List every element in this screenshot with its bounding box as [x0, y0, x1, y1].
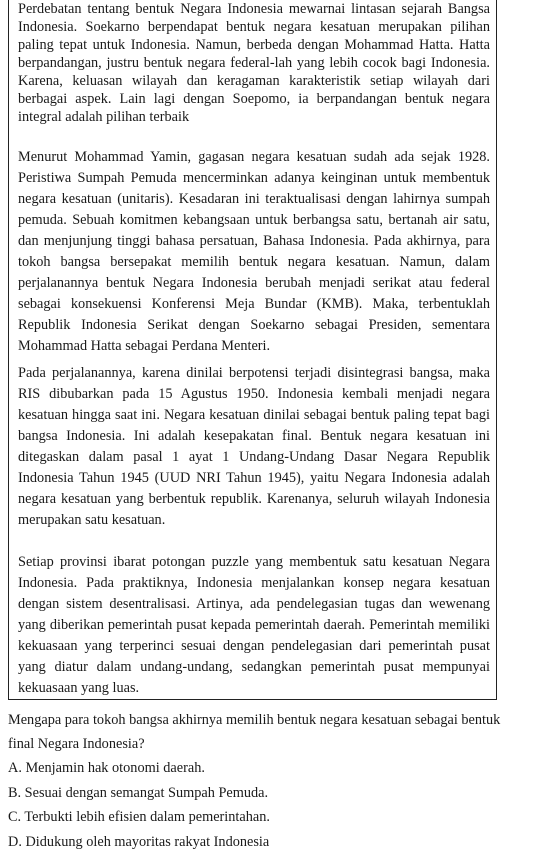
question-text: Mengapa para tokoh bangsa akhirnya memilih bentuk negara kesatuan sebagai bentuk final Negara Indonesia?	[8, 712, 501, 752]
option-a[interactable]: A. Menjamin hak otonomi daerah.	[8, 760, 205, 776]
question-section	[8, 708, 513, 854]
paragraph-gap	[18, 126, 496, 147]
option-d[interactable]: D. Didukung oleh mayoritas rakyat Indonesia	[8, 833, 270, 850]
option-b[interactable]: B. Sesuai dengan semangat Sumpah Pemuda.	[8, 784, 269, 801]
answer-options	[8, 756, 513, 854]
passage-paragraph-3: Pada perjalanannya, karena dinilai berpotensi terjadi disintegrasi bangsa, maka RIS dibubarkan pada 15 Agustus 1950. Indonesia kembali menjadi negara kesatuan hingga saat ini. Negara kesatuan dinilai sebagai bentuk paling tepat bagi bangsa Indonesia. Ini adalah kesepakatan final. Bentuk negara kesatuan ini ditegaskan dalam pasal 1 ayat 1 Undang-Undang Dasar Negara Republik Indonesia Tahun 1945 (UUD NRI Tahun 1945), yaitu Negara Indonesia adalah negara kesatuan yang berbentuk republik. Karenanya, seluruh wilayah Indonesia merupakan satu kesatuan.	[18, 365, 490, 528]
passage-paragraph-4: Setiap provinsi ibarat potongan puzzle yang membentuk satu kesatuan Negara Indonesia. Pada praktiknya, Indonesia menjalankan konsep negara kesatuan dengan sistem desentralisasi. Artinya, ada pendelegasian tugas dan wewenang yang diberikan pemerintah pusat kepada pemerintah daerah. Pemerintah memiliki kekuasaan yang terperinci sesuai dengan pendelegasian dari pemerintah pusat yang diatur dalam undang-undang, sedangkan pemerintah pusat mempunyai kekuasaan yang luas.	[18, 554, 490, 696]
passage-paragraph-2: Menurut Mohammad Yamin, gagasan negara kesatuan sudah ada sejak 1928. Peristiwa Sumpah Pemuda mencerminkan adanya keinginan untuk membentuk negara kesatuan (unitaris). Kesadaran ini teraktualisasi dengan lahirnya sumpah pemuda. Sebuah komitmen kebangsaan untuk berbangsa satu, bertanah air satu, dan menjunjung tinggi bahasa persatuan, Bahasa Indonesia. Pada akhirnya, para tokoh bangsa bersepakat memilih bentuk negara kesatuan. Namun, dalam perjalanannya bentuk Negara Indonesia berubah menjadi serikat atau federal sebagai konsekuensi Konferensi Meja Bundar (KMB). Maka, terbentuklah Republik Indonesia Serikat dengan Soekarno sebagai Presiden, sementara Mohammad Hatta sebagai Perdana Menteri.	[18, 149, 490, 354]
option-c[interactable]: C. Terbukti lebih efisien dalam pemerintahan.	[8, 809, 270, 825]
paragraph-gap	[18, 531, 496, 552]
reading-passage	[8, 0, 497, 700]
passage-paragraph-1: Perdebatan tentang bentuk Negara Indonesia mewarnai lintasan sejarah Bangsa Indonesia. Soekarno berpendapat bentuk negara kesatuan merupakan pilihan paling tepat untuk Indonesia. Namun, berbeda dengan Mohammad Hatta. Hatta berpandangan, justru bentuk negara federal-lah yang lebih cocok bagi Indonesia. Karena, keluasan wilayah dan keragaman karakteristik setiap wilayah dari berbagai aspek. Lain lagi dengan Soepomo, ia berpandangan bentuk negara integral adalah pilihan terbaik	[18, 1, 490, 125]
